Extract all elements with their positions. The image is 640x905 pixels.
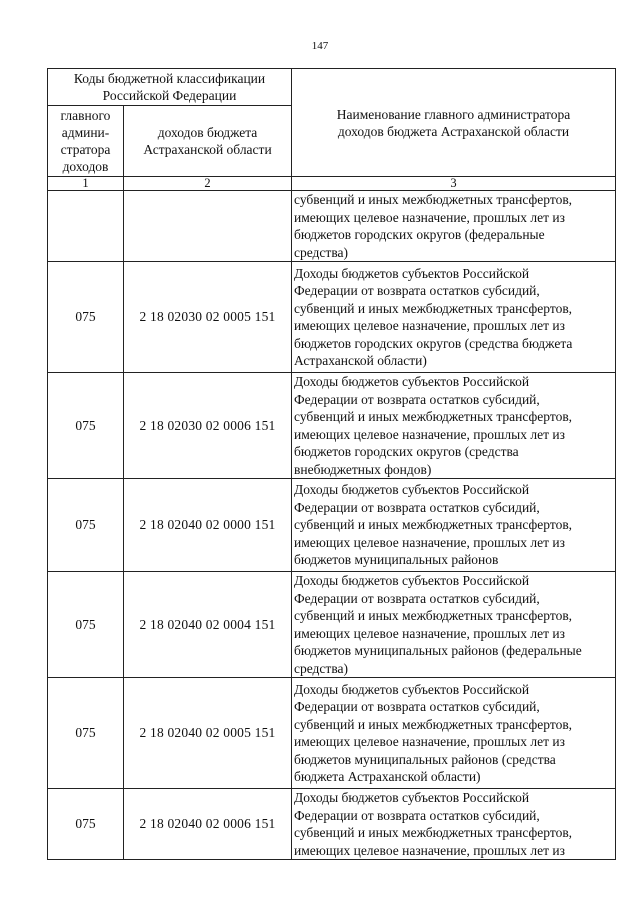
- income-code-cell: 2 18 02030 02 0006 151: [124, 373, 292, 479]
- income-code-cell: 2 18 02040 02 0006 151: [124, 789, 292, 860]
- income-name-line: Доходы бюджетов субъектов Российской: [294, 265, 530, 281]
- income-name-line: субвенций и иных межбюджетных трансфертов,: [294, 716, 573, 732]
- income-code-cell: 2 18 02040 02 0004 151: [124, 572, 292, 678]
- income-name-line: Доходы бюджетов субъектов Российской: [294, 681, 530, 697]
- income-code-cell: 2 18 02040 02 0005 151: [124, 678, 292, 789]
- header-name-line: доходов бюджета Астраханской области: [337, 123, 570, 139]
- header-admin-line: главного: [60, 108, 111, 123]
- income-name-line: Доходы бюджетов субъектов Российской: [294, 790, 530, 805]
- income-code-cell: 2 18 02030 02 0005 151: [124, 262, 292, 373]
- income-name-cell: [292, 373, 616, 479]
- income-name-line: субвенций и иных межбюджетных трансфертов,: [294, 192, 573, 207]
- income-name-line: Доходы бюджетов субъектов Российской: [294, 374, 530, 389]
- column-number: 2: [124, 177, 292, 191]
- admin-code-cell: 075: [48, 373, 124, 479]
- income-name-line: Федерации от возврата остатков субсидий,: [294, 807, 540, 823]
- admin-code-cell: [48, 191, 124, 262]
- income-name-line: внебюджетных фондов): [294, 461, 432, 477]
- admin-code-cell: 075: [48, 479, 124, 572]
- header-admin-line: доходов: [62, 159, 109, 174]
- header-admin-line: стратора: [60, 142, 111, 157]
- header-income-column: [124, 106, 292, 177]
- income-code-cell: [124, 191, 292, 262]
- income-name-line: имеющих целевое назначение, прошлых лет из: [294, 842, 565, 858]
- header-codes-line: Российской Федерации: [102, 88, 237, 103]
- admin-code-cell: 075: [48, 789, 124, 860]
- income-name-line: бюджетов муниципальных районов (федеральные: [294, 643, 582, 658]
- income-name-line: имеющих целевое назначение, прошлых лет из: [294, 734, 565, 749]
- income-name-line: бюджетов муниципальных районов (средства: [294, 751, 556, 767]
- income-name-line: Федерации от возврата остатков субсидий,: [294, 283, 540, 298]
- header-name-line: Наименование главного администратора: [336, 106, 571, 122]
- header-name-column: [292, 69, 616, 177]
- header-codes-line: Коды бюджетной классификации: [73, 71, 266, 86]
- income-name-line: имеющих целевое назначение, прошлых лет из: [294, 534, 565, 550]
- income-name-cell: [292, 191, 616, 262]
- page-number: 147: [311, 40, 329, 52]
- income-name-cell: [292, 789, 616, 860]
- income-name-line: имеющих целевое назначение, прошлых лет из: [294, 625, 565, 641]
- header-numbers-row: [48, 177, 616, 191]
- income-name-line: Федерации от возврата остатков субсидий,: [294, 590, 540, 606]
- header-codes-group: [48, 69, 292, 106]
- header-income-line: доходов бюджета: [157, 125, 258, 140]
- income-name-line: бюджетов городских округов (средства: [294, 444, 519, 459]
- header-admin-line: админи-: [61, 125, 110, 140]
- header-admin-column: [48, 106, 124, 177]
- income-name-cell: [292, 572, 616, 678]
- admin-code-cell: 075: [48, 572, 124, 678]
- income-name-line: имеющих целевое назначение, прошлых лет из: [294, 318, 565, 333]
- income-name-line: субвенций и иных межбюджетных трансфертов,: [294, 517, 573, 533]
- income-name-line: Федерации от возврата остатков субсидий,: [294, 391, 540, 407]
- table-row: [48, 678, 616, 789]
- income-name-line: субвенций и иных межбюджетных трансфертов,: [294, 825, 573, 840]
- table-row: [48, 572, 616, 678]
- header-income-line: Астраханской области: [143, 142, 272, 157]
- income-name-cell: [292, 262, 616, 373]
- income-name-line: Доходы бюджетов субъектов Российской: [294, 482, 530, 498]
- table-row: [48, 191, 616, 262]
- income-name-line: имеющих целевое назначение, прошлых лет из: [294, 426, 565, 442]
- budget-classification-table: [47, 68, 616, 860]
- income-name-line: средства): [294, 660, 348, 676]
- column-number: 3: [292, 177, 616, 191]
- income-name-line: субвенций и иных межбюджетных трансфертов,: [294, 608, 573, 623]
- income-name-line: бюджетов городских округов (федеральные: [294, 227, 545, 242]
- income-name-line: субвенций и иных межбюджетных трансфертов,: [294, 409, 573, 424]
- income-name-line: Астраханской области): [294, 353, 427, 368]
- income-code-cell: 2 18 02040 02 0000 151: [124, 479, 292, 572]
- header-row-group: [48, 69, 616, 106]
- income-name-line: бюджетов муниципальных районов: [294, 552, 499, 568]
- admin-code-cell: 075: [48, 262, 124, 373]
- income-name-line: субвенций и иных межбюджетных трансфертов,: [294, 300, 573, 316]
- income-name-line: Федерации от возврата остатков субсидий,: [294, 499, 540, 515]
- income-name-line: имеющих целевое назначение, прошлых лет из: [294, 209, 565, 225]
- admin-code-cell: 075: [48, 678, 124, 789]
- income-name-cell: [292, 479, 616, 572]
- income-name-line: Федерации от возврата остатков субсидий,: [294, 699, 540, 714]
- table-row: [48, 479, 616, 572]
- table-row: [48, 262, 616, 373]
- income-name-line: бюджета Астраханской области): [294, 769, 481, 784]
- column-number: 1: [48, 177, 124, 191]
- income-name-line: средства): [294, 244, 348, 260]
- income-name-line: бюджетов городских округов (средства бюджета: [294, 335, 573, 351]
- table-row: [48, 373, 616, 479]
- income-name-line: Доходы бюджетов субъектов Российской: [294, 573, 530, 588]
- table-row: [48, 789, 616, 860]
- income-name-cell: [292, 678, 616, 789]
